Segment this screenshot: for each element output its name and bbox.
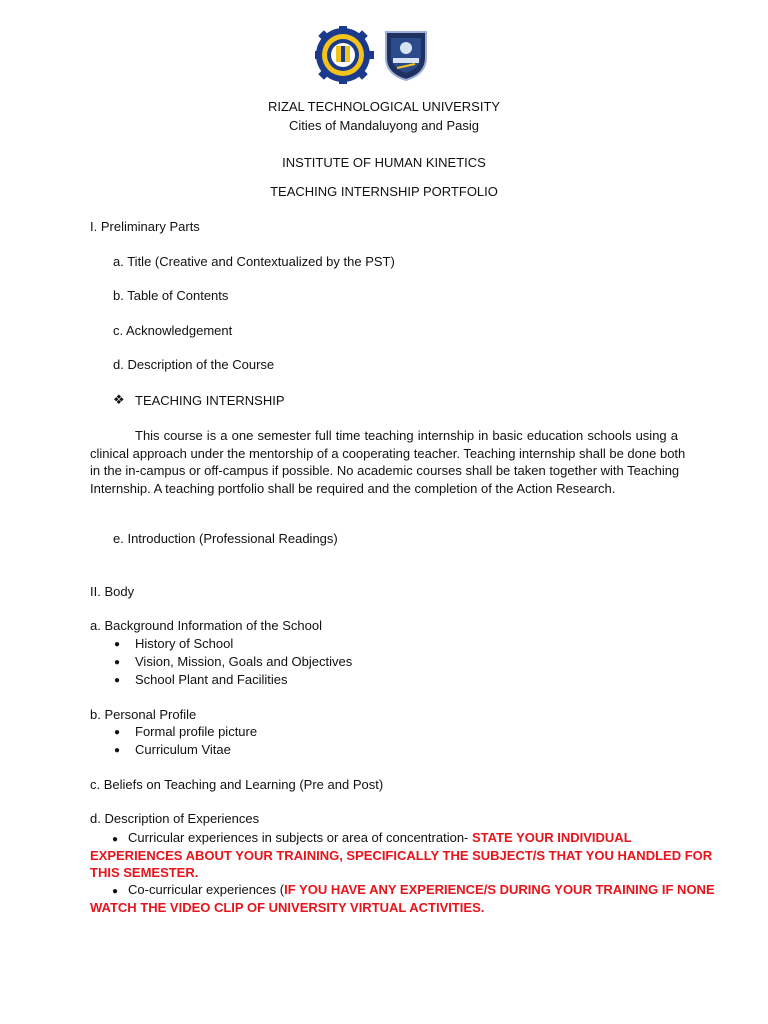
list-item: School Plant and Facilities	[135, 672, 288, 687]
list-item: Curriculum Vitae	[135, 742, 231, 757]
curricular-instruction: EXPERIENCES ABOUT YOUR TRAINING, SPECIFICALLY THE SUBJECT/S THAT YOU HANDLED FOR	[90, 848, 713, 863]
cocurricular-line	[90, 881, 715, 901]
course-description-line: This course is a one semester full time teaching internship in basic education schools using a	[135, 428, 678, 443]
document-title: TEACHING INTERNSHIP PORTFOLIO	[270, 184, 498, 199]
cocurricular-instruction: WATCH THE VIDEO CLIP OF UNIVERSITY VIRTUAL ACTIVITIES.	[90, 900, 485, 915]
diamond-bullet-icon: ❖	[113, 392, 125, 407]
bullet-icon: ●	[114, 675, 121, 686]
preliminary-item: b. Table of Contents	[113, 288, 229, 303]
curricular-label: Curricular experiences in subjects or area of concentration-	[128, 830, 469, 845]
bullet-icon: ●	[112, 834, 119, 845]
course-description	[90, 427, 686, 497]
cocurricular-instruction: IF YOU HAVE ANY EXPERIENCE/S DURING YOUR TRAINING IF NONE	[284, 882, 715, 897]
institute-name: INSTITUTE OF HUMAN KINETICS	[282, 155, 486, 170]
bullet-icon: ●	[114, 657, 121, 668]
list-item: History of School	[135, 636, 234, 651]
section-body-heading: II. Body	[90, 584, 135, 599]
cocurricular-label: Co-curricular experiences (	[128, 882, 285, 897]
background-heading: a. Background Information of the School	[90, 618, 322, 633]
experiences-heading: d. Description of Experiences	[90, 811, 260, 826]
university-name: RIZAL TECHNOLOGICAL UNIVERSITY	[267, 99, 501, 114]
list-item: Formal profile picture	[135, 724, 258, 739]
curricular-instruction: STATE YOUR INDIVIDUAL	[472, 830, 632, 845]
preliminary-item: c. Acknowledgement	[113, 323, 233, 338]
bullet-icon: ●	[112, 886, 119, 897]
list-item: Vision, Mission, Goals and Objectives	[135, 654, 353, 669]
course-description-line: in the in-campus or off-campus if possible. No academic courses shall be taken together with Teaching	[90, 463, 680, 478]
bullet-icon: ●	[114, 639, 121, 650]
course-description-line: clinical approach under the mentorship of a cooperating teacher. Teaching internship shall be done both	[90, 445, 686, 461]
preliminary-item: a. Title (Creative and Contextualized by the PST)	[113, 254, 395, 269]
beliefs-heading: c. Beliefs on Teaching and Learning (Pre and Post)	[90, 777, 384, 792]
introduction-item: e. Introduction (Professional Readings)	[113, 531, 338, 546]
header-logos	[315, 26, 435, 84]
profile-heading: b. Personal Profile	[90, 707, 197, 722]
bullet-icon: ●	[114, 727, 121, 738]
curricular-instruction: THIS SEMESTER.	[90, 865, 199, 880]
preliminary-item: d. Description of the Course	[113, 357, 275, 372]
course-description-line: Internship. A teaching portfolio shall be required and the completion of the Action Research.	[90, 480, 616, 496]
section-preliminary-heading: I. Preliminary Parts	[90, 219, 200, 234]
bullet-icon: ●	[114, 745, 121, 756]
course-name: TEACHING INTERNSHIP	[135, 393, 285, 408]
university-cities: Cities of Mandaluyong and Pasig	[288, 118, 480, 133]
institute-shield-icon	[383, 28, 429, 82]
curricular-line	[90, 829, 632, 849]
